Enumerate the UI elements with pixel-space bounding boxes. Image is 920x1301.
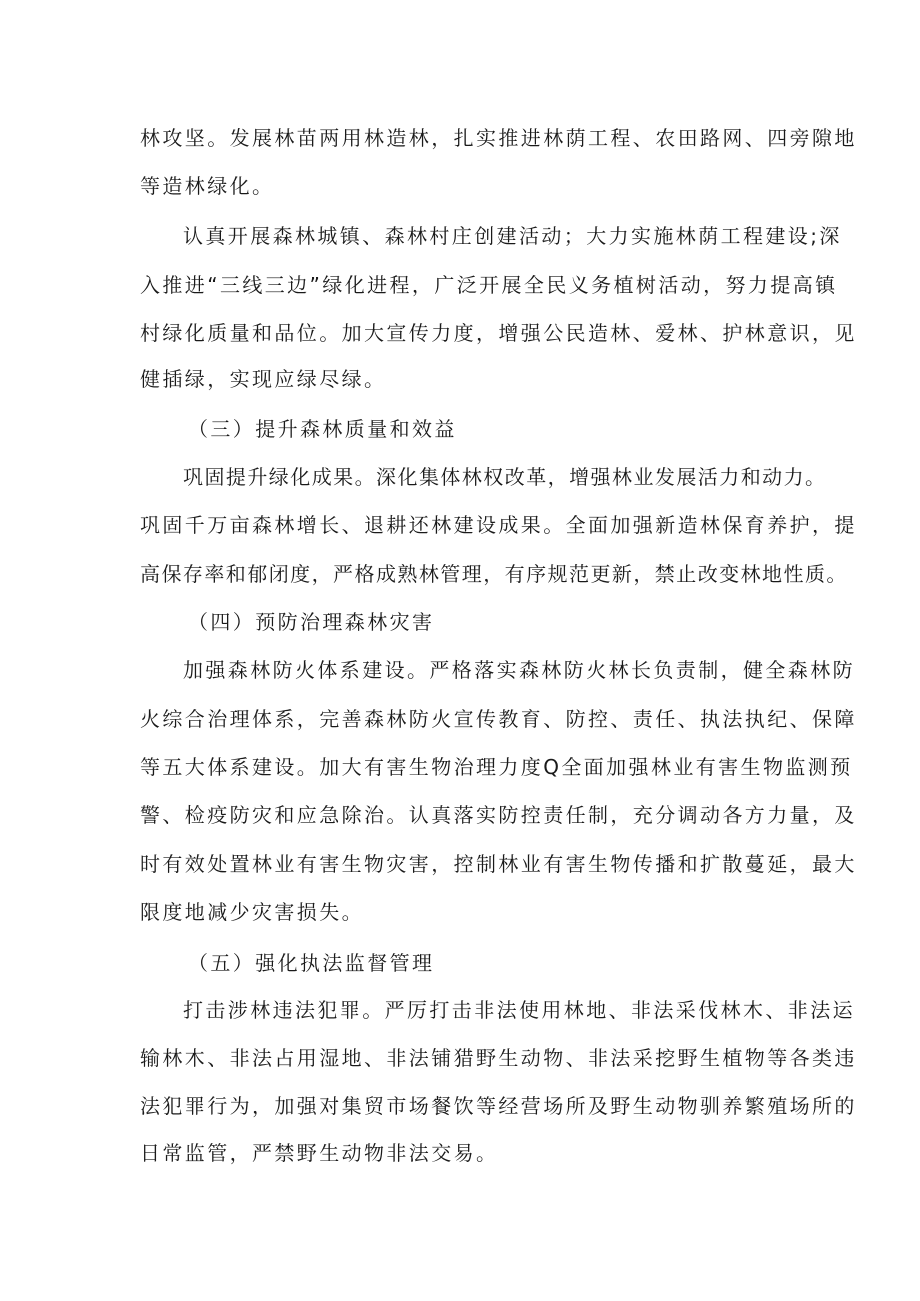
paragraph-5-line-1: 打击涉林违法犯罪。严厉打击非法使用林地、非法采伐林木、非法运 bbox=[183, 998, 855, 1022]
paragraph-4-line-5: 时有效处置林业有害生物灾害，控制林业有害生物传播和扩散蔓延，最大 bbox=[140, 852, 857, 876]
paragraph-4-line-2: 火综合治理体系，完善森林防火宣传教育、防控、责任、执法执纪、保障 bbox=[140, 707, 857, 731]
paragraph-1-line-1: 林攻坚。发展林苗两用林造林，扎实推进林荫工程、农田路网、四旁隙地 bbox=[140, 126, 857, 150]
paragraph-2-line-2: 入推进“三线三边”绿化进程，广泛开展全民义务植树活动，努力提高镇 bbox=[140, 273, 838, 297]
paragraph-1-line-2: 等造林绿化。 bbox=[140, 174, 275, 198]
paragraph-5-line-2: 输林木、非法占用湿地、非法铺猎野生动物、非法采挖野生植物等各类违 bbox=[140, 1046, 857, 1070]
paragraph-5-line-4: 日常监管，严禁野生动物非法交易。 bbox=[140, 1141, 499, 1165]
paragraph-2-line-4: 健插绿，实现应绿尽绿。 bbox=[140, 367, 387, 391]
paragraph-4-line-4: 警、检疫防灾和应急除治。认真落实防控责任制，充分调动各方力量，及 bbox=[140, 803, 857, 827]
paragraph-4-line-3: 等五大体系建设。加大有害生物治理力度Q全面加强林业有害生物监测预 bbox=[140, 755, 853, 779]
paragraph-3-line-1: 巩固提升绿化成果。深化集体林权改革，增强林业发展活力和动力。 bbox=[183, 465, 827, 489]
section-heading-4: （四）预防治理森林灾害 bbox=[188, 610, 435, 634]
paragraph-2-line-1: 认真开展森林城镇、森林村庄创建活动；大力实施林荫工程建设;深 bbox=[183, 224, 842, 248]
paragraph-4-line-6: 限度地减少灾害损失。 bbox=[140, 900, 364, 924]
section-heading-5: （五）强化执法监督管理 bbox=[188, 951, 435, 975]
paragraph-4-line-1: 加强森林防火体系建设。严格落实森林防火林长负责制，健全森林防 bbox=[183, 658, 855, 682]
section-heading-3: （三）提升森林质量和效益 bbox=[188, 417, 457, 441]
paragraph-3-line-3: 高保存率和郁闭度，严格成熟林管理，有序规范更新，禁止改变林地性质。 bbox=[140, 562, 848, 586]
paragraph-2-line-3: 村绿化质量和品位。加大宣传力度，增强公民造林、爱林、护林意识，见 bbox=[140, 321, 857, 345]
paragraph-3-line-2: 巩固千万亩森林增长、退耕还林建设成果。全面加强新造林保育养护，提 bbox=[140, 513, 857, 537]
paragraph-5-line-3: 法犯罪行为，加强对集贸市场餐饮等经营场所及野生动物驯养繁殖场所的 bbox=[140, 1094, 857, 1118]
